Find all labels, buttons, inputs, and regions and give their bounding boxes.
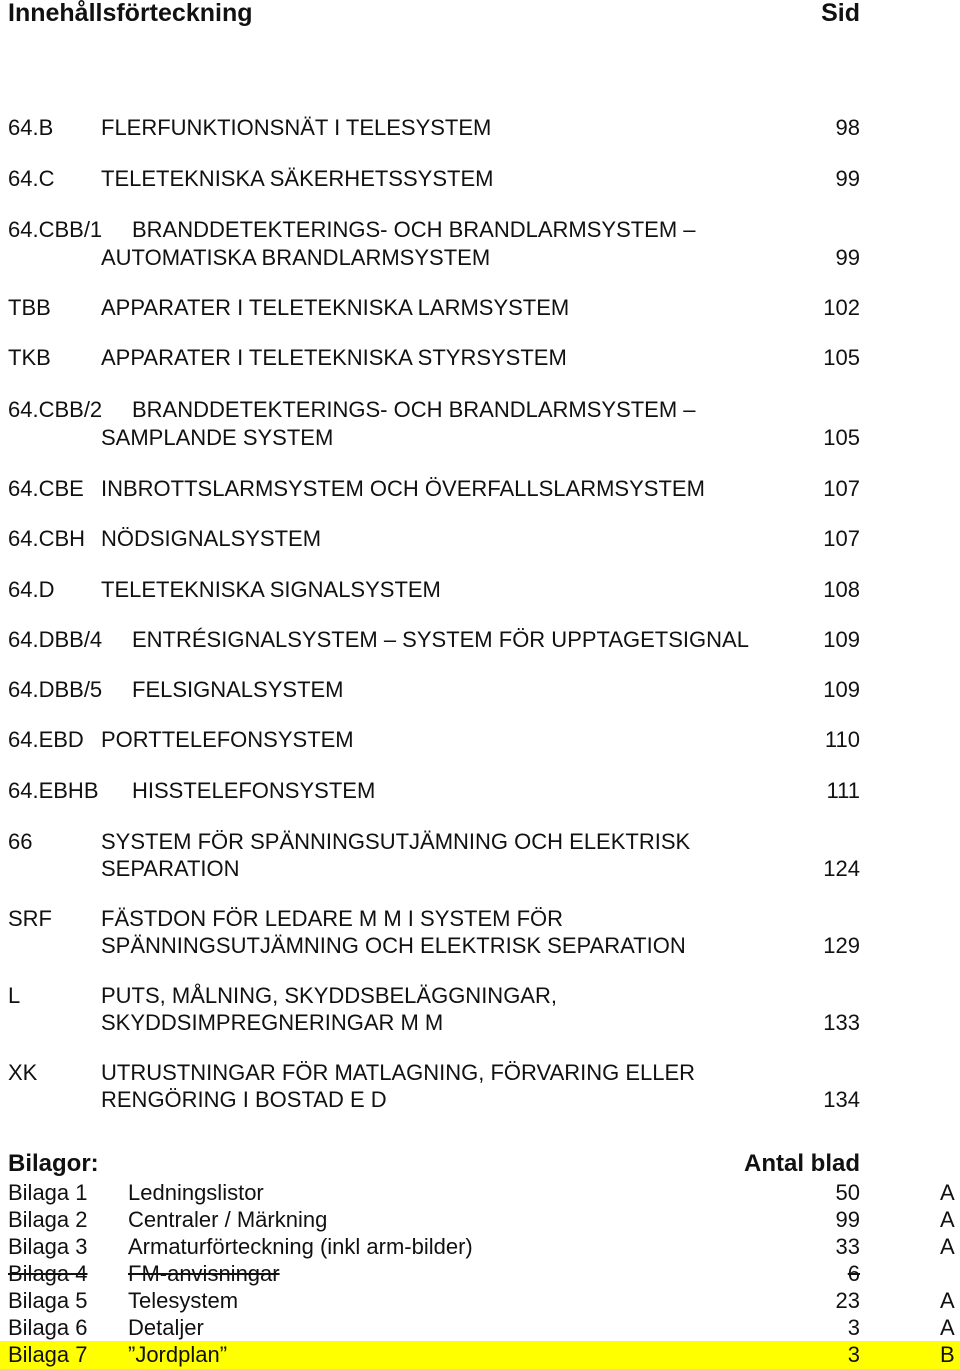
toc-code: TBB — [8, 295, 51, 320]
attachment-row — [0, 1206, 960, 1233]
attachment-number: Bilaga 6 — [8, 1315, 88, 1340]
toc-page: 107 — [823, 526, 860, 551]
attachment-revision: B — [940, 1342, 955, 1367]
toc-code: XK — [8, 1060, 38, 1085]
toc-page: 102 — [823, 295, 860, 320]
toc-page: 109 — [823, 677, 860, 702]
attachment-title: Armaturförteckning (inkl arm-bilder) — [128, 1234, 473, 1259]
toc-code: 64.CBE — [8, 476, 84, 501]
toc-page: 108 — [823, 577, 860, 602]
attachment-revision: A — [940, 1180, 955, 1205]
toc-title: TELETEKNISKA SIGNALSYSTEM — [101, 577, 441, 602]
attachment-revision: A — [940, 1207, 955, 1232]
toc-code: 66 — [8, 829, 33, 854]
attachment-number: Bilaga 5 — [8, 1288, 88, 1313]
toc-page: 99 — [835, 245, 860, 270]
attachment-sheet-count: 3 — [847, 1315, 860, 1340]
toc-title: NÖDSIGNALSYSTEM — [101, 526, 322, 551]
attachment-title: FM-anvisningar — [128, 1261, 280, 1286]
toc-code: TKB — [8, 345, 51, 370]
attachment-row — [0, 1287, 960, 1314]
toc-title-cont: SPÄNNINGSUTJÄMNING OCH ELEKTRISK SEPARATION — [101, 933, 686, 958]
attachment-number: Bilaga 7 — [8, 1342, 88, 1367]
attachment-revision: A — [940, 1234, 955, 1259]
toc-title-cont: SKYDDSIMPREGNERINGAR M M — [101, 1010, 444, 1035]
toc-code: 64.CBB/2 — [8, 397, 103, 422]
attachment-row — [0, 1314, 960, 1341]
toc-title: ENTRÉSIGNALSYSTEM – SYSTEM FÖR UPPTAGETSIGNAL — [132, 627, 749, 652]
toc-code: 64.CBH — [8, 526, 86, 551]
page-column-label: Sid — [821, 0, 860, 27]
attachment-revision: A — [940, 1315, 955, 1340]
sheet-count-heading: Antal blad — [743, 1150, 860, 1177]
attachment-title: Ledningslistor — [128, 1180, 264, 1205]
attachment-row — [0, 1179, 960, 1206]
attachment-sheet-count: 3 — [847, 1342, 860, 1367]
toc-page: 109 — [823, 627, 860, 652]
toc-title-cont: SAMPLANDE SYSTEM — [101, 425, 334, 450]
attachment-sheet-count: 33 — [835, 1234, 860, 1259]
toc-title: TELETEKNISKA SÄKERHETSSYSTEM — [101, 166, 494, 191]
attachment-sheet-count: 23 — [835, 1288, 860, 1313]
toc-page: 98 — [835, 115, 860, 140]
toc-title-cont: RENGÖRING I BOSTAD E D — [101, 1087, 387, 1112]
toc-page: 110 — [824, 727, 860, 752]
toc-code: 64.D — [8, 577, 55, 602]
toc-page: 105 — [823, 345, 860, 370]
toc-code: L — [8, 983, 21, 1008]
toc-title: FLERFUNKTIONSNÄT I TELESYSTEM — [101, 115, 492, 140]
toc-code: 64.CBB/1 — [8, 217, 103, 242]
toc-code: 64.C — [8, 166, 55, 191]
toc-page: 99 — [835, 166, 860, 191]
toc-title: PUTS, MÅLNING, SKYDDSBELÄGGNINGAR, — [101, 983, 557, 1008]
toc-code: SRF — [8, 906, 52, 931]
attachment-number: Bilaga 1 — [8, 1180, 88, 1205]
toc-page: 124 — [823, 856, 860, 881]
toc-title: HISSTELEFONSYSTEM — [132, 778, 376, 803]
toc-title: APPARATER I TELETEKNISKA LARMSYSTEM — [101, 295, 570, 320]
attachment-sheet-count: 99 — [835, 1207, 860, 1232]
attachment-number: Bilaga 2 — [8, 1207, 88, 1232]
toc-title: SYSTEM FÖR SPÄNNINGSUTJÄMNING OCH ELEKTRISK — [101, 829, 691, 854]
toc-page: 134 — [823, 1087, 860, 1112]
attachment-number: Bilaga 4 — [8, 1261, 88, 1286]
toc-code: 64.B — [8, 115, 54, 140]
toc-code: 64.DBB/5 — [8, 677, 103, 702]
toc-title: APPARATER I TELETEKNISKA STYRSYSTEM — [101, 345, 567, 370]
toc-page: 133 — [823, 1010, 860, 1035]
attachment-sheet-count: 50 — [835, 1180, 860, 1205]
toc-title: FELSIGNALSYSTEM — [132, 677, 344, 702]
attachments-heading: Bilagor: — [8, 1150, 99, 1177]
toc-title: INBROTTSLARMSYSTEM OCH ÖVERFALLSLARMSYSTEM — [101, 476, 705, 501]
toc-code: 64.EBHB — [8, 778, 99, 803]
attachment-sheet-count: 6 — [847, 1261, 860, 1286]
attachment-title: ”Jordplan” — [128, 1342, 228, 1367]
attachment-row-highlighted — [0, 1341, 960, 1369]
toc-title: FÄSTDON FÖR LEDARE M M I SYSTEM FÖR — [101, 906, 564, 931]
attachment-row-struck — [0, 1260, 960, 1287]
attachment-title: Detaljer — [128, 1315, 204, 1340]
toc-code: 64.EBD — [8, 727, 84, 752]
page-title: Innehållsförteckning — [8, 0, 253, 27]
toc-page: 105 — [823, 425, 860, 450]
attachment-number: Bilaga 3 — [8, 1234, 88, 1259]
toc-code: 64.DBB/4 — [8, 627, 103, 652]
toc-title: BRANDDETEKTERINGS- OCH BRANDLARMSYSTEM – — [132, 397, 696, 422]
attachment-revision: A — [940, 1288, 955, 1313]
toc-title-cont: SEPARATION — [101, 856, 240, 881]
toc-title-cont: AUTOMATISKA BRANDLARMSYSTEM — [101, 245, 491, 270]
attachment-title: Telesystem — [128, 1288, 239, 1313]
toc-title: UTRUSTNINGAR FÖR MATLAGNING, FÖRVARING ELLER — [101, 1060, 696, 1085]
attachment-title: Centraler / Märkning — [128, 1207, 328, 1232]
toc-title: BRANDDETEKTERINGS- OCH BRANDLARMSYSTEM – — [132, 217, 696, 242]
toc-page: 129 — [823, 933, 860, 958]
toc-title: PORTTELEFONSYSTEM — [101, 727, 354, 752]
toc-page: 111 — [826, 778, 860, 803]
attachment-row — [0, 1233, 960, 1260]
toc-page: 107 — [823, 476, 860, 501]
